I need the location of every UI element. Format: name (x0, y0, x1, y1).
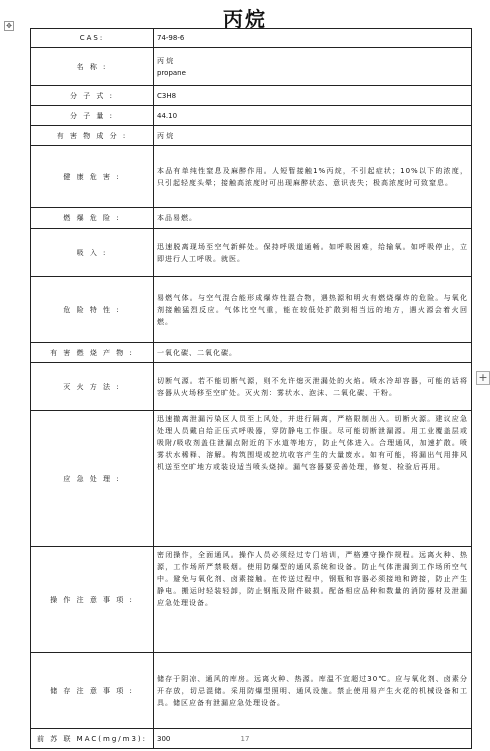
value-line: 储存于阴凉、通风的库房。远离火种、热源。库温不宜超过30℃。应与氧化剂、卤素分开存放，切忌混储。采用防爆型照明、通风设施。禁止使用易产生火花的机械设备和工具。储区应备有泄漏应急处理设备。 (157, 674, 468, 707)
value-line: 切断气源。若不能切断气源，则不允许熄灭泄漏处的火焰。喷水冷却容器，可能的话将容器从火场移至空旷处。灭火剂：雾状水、泡沫、二氧化碳、干粉。 (157, 376, 468, 397)
value-line: 丙 烷 (157, 56, 174, 65)
table-move-handle-icon[interactable]: ✥ (4, 21, 14, 31)
value-line: 密闭操作，全面通风。操作人员必须经过专门培训，严格遵守操作规程。远离火种、热源，工作场所严禁吸烟。使用防爆型的通风系统和设备。防止气体泄漏到工作场所空气中。避免与氧化剂、卤素接触。在传送过程中，钢瓶和容器必须接地和跨接，防止产生静电。搬运时轻装轻卸，防止钢瓶及附件破损。配备相应品种和数量的消防器材及泄漏应急处理设备。 (157, 551, 468, 607)
row-value (154, 29, 472, 48)
table-row (31, 146, 472, 208)
row-value (154, 146, 472, 208)
row-value (154, 86, 472, 106)
row-value (154, 363, 472, 411)
value-line: 迅速脱离现场至空气新鲜处。保持呼吸道通畅。如呼吸困难，给输氧。如呼吸停止，立即进行人工呼吸。就医。 (157, 242, 468, 263)
row-label: 分 子 式 : (31, 86, 154, 106)
value-line: propane (157, 68, 186, 77)
value-line: 300 (157, 734, 171, 743)
document-title: 丙烷 (223, 7, 267, 31)
table-row (31, 229, 472, 277)
row-label: 操 作 注 意 事 项 : (31, 547, 154, 653)
value-line: 本品有单纯性窒息及麻醉作用。人短暂接触1%丙烷，不引起症状；10%以下的浓度，只引起轻度头晕；接触高浓度时可出现麻醉状态、意识丧失；极高浓度时可致窒息。 (157, 166, 468, 187)
row-value (154, 411, 472, 547)
row-value (154, 653, 472, 729)
row-label: 分 子 量 : (31, 106, 154, 126)
table-row (31, 653, 472, 729)
table-row (31, 86, 472, 106)
row-value (154, 126, 472, 146)
row-value (154, 547, 472, 653)
table-row (31, 29, 472, 48)
row-value (154, 106, 472, 126)
row-label: 燃 爆 危 险 : (31, 208, 154, 229)
row-label: 危 险 特 性 : (31, 277, 154, 343)
table-row (31, 126, 472, 146)
table-row (31, 48, 472, 86)
row-value (154, 48, 472, 86)
row-label: 储 存 注 意 事 项 : (31, 653, 154, 729)
row-label: 健 康 危 害 : (31, 146, 154, 208)
row-value (154, 277, 472, 343)
row-label: 有 害 物 成 分 : (31, 126, 154, 146)
table-row (31, 208, 472, 229)
table-row (31, 547, 472, 653)
row-label: 应 急 处 理 : (31, 411, 154, 547)
value-line: 迅速撤离泄漏污染区人员至上风处，并进行隔离，严格限制出入。切断火源。建议应急处理人员戴自给正压式呼吸器，穿防静电工作服。尽可能切断泄漏源。用工业覆盖层或吸附/吸收剂盖住泄漏点附近的下水道等地方，防止气体进入。合理通风，加速扩散。喷雾状水稀释、溶解。构筑围堤或挖坑收容产生的大量废水。如有可能，将漏出气用排风机送至空旷地方或装设适当喷头烧掉。漏气容器要妥善处理，修复、检验后再用。 (157, 415, 468, 471)
value-line: 74-98-6 (157, 34, 185, 42)
table-row (31, 277, 472, 343)
row-value (154, 208, 472, 229)
row-label: 有 害 燃 烧 产 物 : (31, 343, 154, 363)
value-line: 一氧化碳、二氧化碳。 (157, 348, 237, 357)
table-row (31, 411, 472, 547)
row-label: 前 苏 联 MAC(mg/m3): (31, 729, 154, 749)
row-value (154, 229, 472, 277)
value-line: 丙 烷 (157, 131, 174, 140)
row-label: CAS: (31, 29, 154, 48)
table-row (31, 106, 472, 126)
add-column-plus-icon[interactable]: + (476, 371, 490, 385)
value-line: 易燃气体。与空气混合能形成爆炸性混合物，遇热源和明火有燃烧爆炸的危险。与氧化剂接触猛烈反应。气体比空气重，能在较低处扩散到相当远的地方，遇火源会着火回燃。 (157, 293, 468, 326)
value-line: C3H8 (157, 91, 177, 100)
table-row (31, 363, 472, 411)
value-line: 本品易燃。 (157, 214, 197, 222)
page-number: 17 (240, 735, 250, 743)
row-value (154, 343, 472, 363)
row-label: 灭 火 方 法 : (31, 363, 154, 411)
chemical-info-table (30, 28, 472, 749)
row-label: 名 称 : (31, 48, 154, 86)
value-line: 44.10 (157, 111, 178, 120)
table-row (31, 343, 472, 363)
row-label: 吸 入 : (31, 229, 154, 277)
